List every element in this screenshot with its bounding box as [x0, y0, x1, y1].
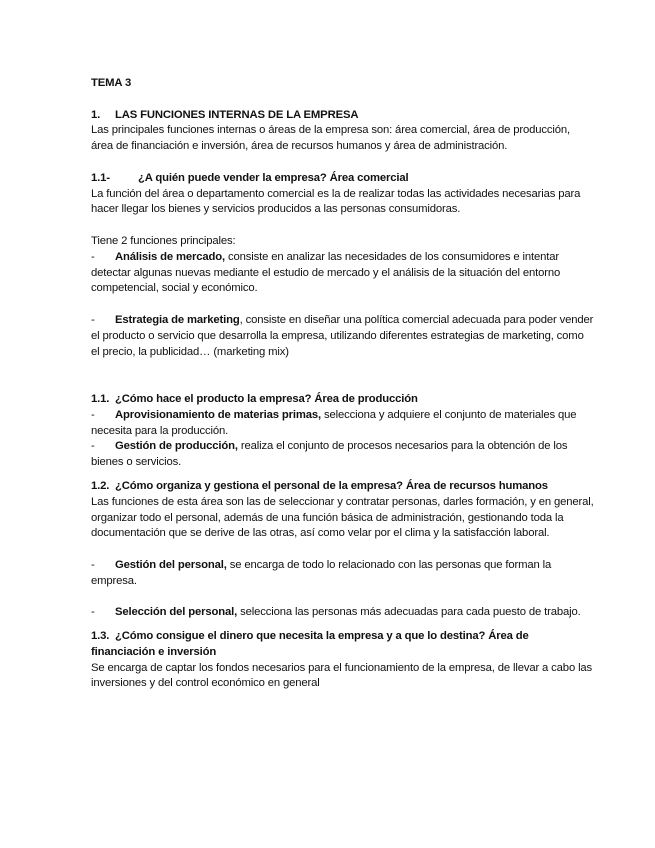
spacer	[91, 297, 595, 313]
section-1-number: 1.	[91, 108, 101, 121]
spacer	[91, 621, 595, 629]
section-rrhh-title: ¿Cómo organiza y gestiona el personal de la empresa? Área de recursos humanos	[115, 479, 548, 492]
bullet-seleccion-personal	[91, 605, 595, 621]
bullet-term: Selección del personal,	[115, 606, 238, 619]
bullet-text: , consiste en diseñar una política comercial adecuada para poder vender el producto o servicio que desarrolla la empresa, utilizando diferentes estrategias de marketing, como el precio, la publicidad… (marketing mix)	[91, 313, 594, 358]
bullet-term: Aprovisionamiento de materias primas,	[115, 408, 322, 421]
section-produccion-heading	[91, 392, 595, 408]
section-comercial-body: La función del área o departamento comercial es la de realizar todas las actividades necesarias para hacer llegar los bienes y servicios producidos a las personas consumidoras.	[91, 187, 581, 216]
bullet-dash: -	[91, 250, 95, 263]
bullet-analisis-mercado	[91, 250, 595, 297]
section-1-title: LAS FUNCIONES INTERNAS DE LA EMPRESA	[115, 108, 359, 121]
bullet-term: Gestión de producción,	[115, 440, 238, 453]
section-comercial-lead: Tiene 2 funciones principales:	[91, 234, 236, 247]
bullet-dash: -	[91, 440, 95, 453]
spacer	[91, 471, 595, 479]
section-rrhh-heading	[91, 479, 595, 495]
spacer	[91, 218, 595, 234]
section-produccion-title: ¿Cómo hace el producto la empresa? Área de producción	[115, 392, 418, 405]
bullet-term: Estrategia de marketing	[115, 313, 240, 326]
bullet-dash: -	[91, 558, 95, 571]
section-financiacion-title: ¿Cómo consigue el dinero que necesita la empresa y a que lo destina? Área de financiación e inversión	[91, 630, 529, 658]
section-rrhh-number: 1.2.	[91, 479, 110, 492]
bullet-text: consiste en analizar las necesidades de los consumidores e intentar detectar algunas nuevas mediante el estudio de mercado y el análisis de la situación del entorno competencial, social y económico.	[91, 250, 561, 295]
bullet-gestion-personal	[91, 558, 595, 590]
section-comercial-heading	[91, 171, 595, 187]
section-comercial-title: ¿A quién puede vender la empresa? Área comercial	[138, 171, 409, 184]
bullet-term: Análisis de mercado,	[115, 250, 226, 263]
spacer	[91, 590, 595, 606]
bullet-dash: -	[91, 313, 95, 326]
bullet-dash: -	[91, 408, 95, 421]
section-financiacion-body: Se encarga de captar los fondos necesarios para el funcionamiento de la empresa, de llevar a cabo las inversiones y del control económico en general	[91, 661, 593, 690]
section-produccion-number: 1.1.	[91, 392, 110, 405]
spacer	[91, 155, 595, 171]
spacer	[91, 360, 595, 392]
section-rrhh-body: Las funciones de esta área son las de seleccionar y contratar personas, darles formación, y en general, organizar todo el personal, además de una función básica de administración, gestionando toda la documentación que se derive de las otras, así como velar por el clima y la satisfacción laboral.	[91, 495, 594, 540]
bullet-text: se encarga de todo lo relacionado con las personas que forman la empresa.	[91, 558, 552, 587]
bullet-text: realiza el conjunto de procesos necesarios para la obtención de los bienes o servicios.	[91, 440, 568, 469]
bullet-dash: -	[91, 606, 95, 619]
section-1-heading	[91, 108, 595, 124]
bullet-gestion-produccion	[91, 439, 595, 471]
bullet-term: Gestión del personal,	[115, 558, 227, 571]
bullet-aprovisionamiento	[91, 408, 595, 440]
section-financiacion-number: 1.3.	[91, 630, 110, 643]
bullet-text: selecciona las personas más adecuadas para cada puesto de trabajo.	[237, 606, 581, 619]
document-title: TEMA 3	[91, 77, 132, 89]
section-1-intro: Las principales funciones internas o áreas de la empresa son: área comercial, área de producción, área de financiación e inversión, área de recursos humanos y área de administración.	[91, 124, 571, 153]
bullet-estrategia-marketing	[91, 313, 595, 360]
section-comercial-number: 1.1-	[91, 171, 110, 184]
spacer	[91, 542, 595, 558]
bullet-text: selecciona y adquiere el conjunto de materiales que necesita para la producción.	[91, 408, 577, 437]
section-financiacion-heading	[91, 629, 595, 661]
